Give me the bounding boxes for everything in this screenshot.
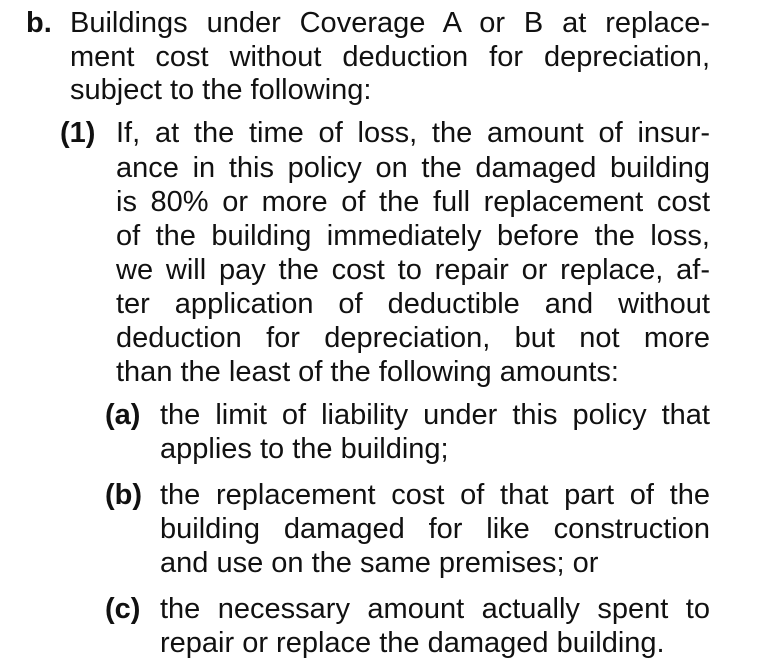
item-1-line: ter application of deductible and without bbox=[116, 288, 710, 320]
item-1-line: than the least of the following amounts: bbox=[116, 356, 619, 388]
item-b-line: the replacement cost of that part of the bbox=[160, 479, 710, 511]
item-c-line: repair or replace the damaged building. bbox=[160, 627, 665, 659]
item-1-line: ance in this policy on the damaged building bbox=[116, 152, 710, 184]
item-a-line: applies to the building; bbox=[160, 433, 449, 465]
item-1-line: deduction for depreciation, but not more bbox=[116, 322, 710, 354]
item-a-marker: (a) bbox=[105, 399, 141, 431]
item-b-line: and use on the same premises; or bbox=[160, 547, 599, 579]
section-b-line: ment cost without deduction for depreciation, bbox=[70, 41, 710, 73]
item-b-line: building damaged for like construction bbox=[160, 513, 710, 545]
item-1-marker: (1) bbox=[60, 117, 96, 149]
item-b-marker: (b) bbox=[105, 479, 143, 511]
section-b-marker: b. bbox=[26, 7, 52, 39]
item-a-line: the limit of liability under this policy that bbox=[160, 399, 710, 431]
item-1-line: is 80% or more of the full replacement cost bbox=[116, 186, 710, 218]
item-c-line: the necessary amount actually spent to bbox=[160, 593, 710, 625]
item-c-marker: (c) bbox=[105, 593, 141, 625]
section-b-line: subject to the following: bbox=[70, 74, 372, 106]
section-b-line: Buildings under Coverage A or B at replace- bbox=[70, 7, 710, 39]
item-1-line: we will pay the cost to repair or replace, af- bbox=[116, 254, 710, 286]
item-1-line: If, at the time of loss, the amount of insur- bbox=[116, 117, 710, 149]
item-1-line: of the building immediately before the loss, bbox=[116, 220, 710, 252]
